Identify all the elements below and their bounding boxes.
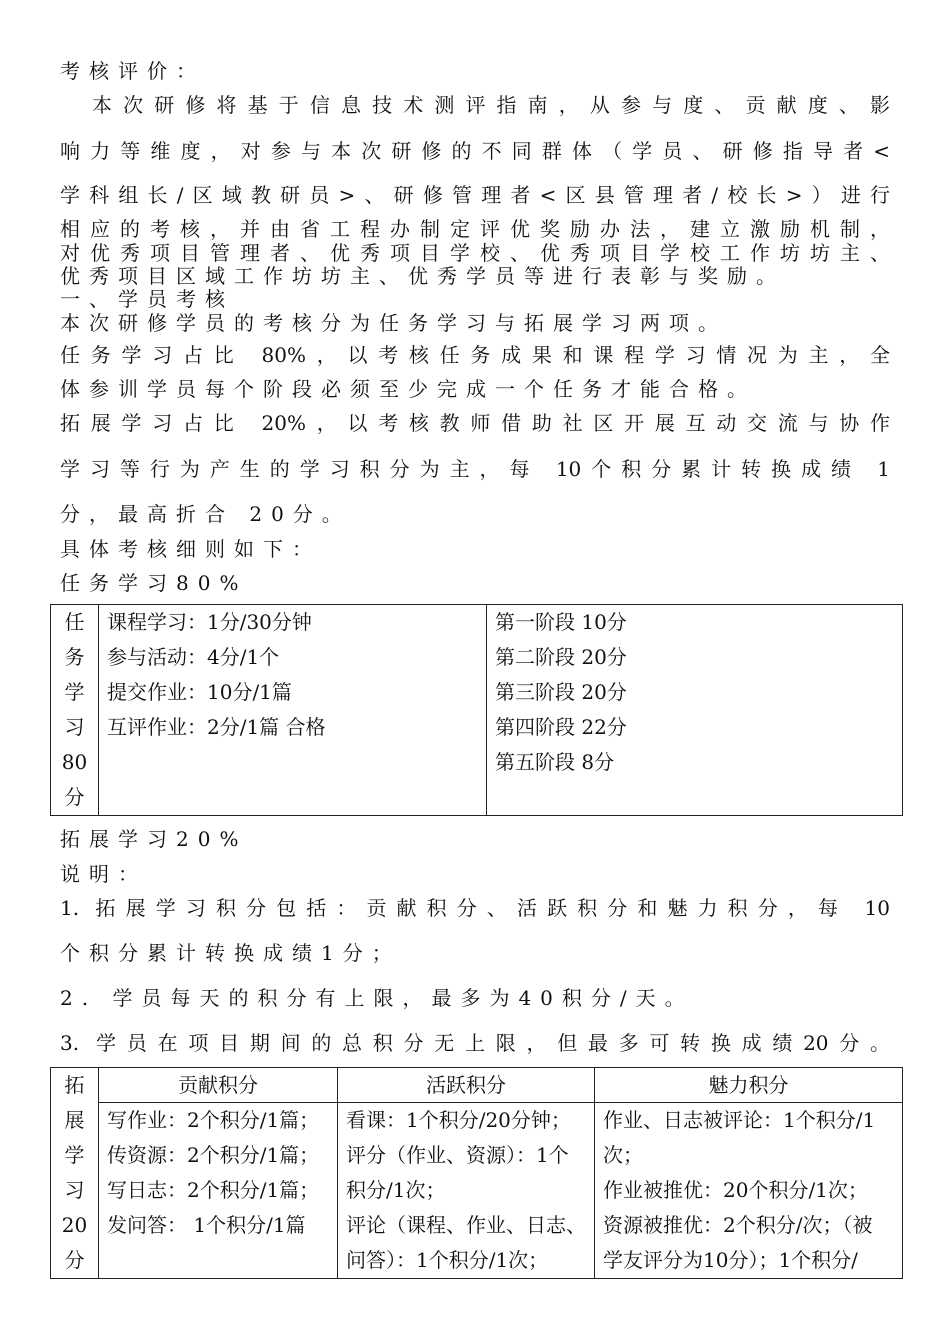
stage-item: 第四阶段 22分: [495, 715, 627, 739]
column-header: 贡献积分: [99, 1068, 338, 1103]
section-heading: 一、学员考核: [60, 287, 234, 311]
contribution-item: 写作业：2个积分/1篇；: [107, 1108, 320, 1132]
intro-line: 对优秀项目管理者、优秀项目学校、优秀项目学校工作坊坊主、: [60, 241, 890, 265]
stage-item: 第三阶段 20分: [495, 680, 627, 704]
activity-item: 评论（课程、作业、日志、: [346, 1213, 586, 1237]
contribution-item: 写日志：2个积分/1篇；: [107, 1178, 320, 1202]
section-line: 分，最高折合 20分。: [60, 502, 351, 526]
task-stages-cell: [487, 605, 903, 816]
charm-item: 资源被推优：2个积分/次；（被: [603, 1213, 873, 1237]
expand-side-label: [51, 1068, 99, 1279]
intro-line: 学科组长/区域教研员>、研修管理者<区县管理者/校长>）进行: [60, 183, 890, 207]
section-line: 具体考核细则如下：: [60, 537, 321, 561]
task-items-cell: [99, 605, 487, 816]
section-line: 本次研修学员的考核分为任务学习与拓展学习两项。: [60, 311, 727, 335]
intro-line: 本次研修将基于信息技术测评指南，从参与度、贡献度、影: [92, 93, 890, 117]
stage-item: 第二阶段 20分: [495, 645, 627, 669]
note-line: 个积分累计转换成绩1分；: [60, 941, 401, 965]
side-label-char: 分: [64, 1248, 85, 1272]
intro-heading: 考核评价：: [60, 59, 205, 83]
column-header: 活跃积分: [338, 1068, 595, 1103]
side-label-char: 分: [64, 785, 85, 809]
intro-line: 优秀项目区域工作坊坊主、优秀学员等进行表彰与奖励。: [60, 264, 785, 288]
task-item: 参与活动：4分/1个: [107, 645, 280, 669]
side-label-char: 务: [64, 645, 85, 669]
task-side-label: [51, 605, 99, 816]
table-header-row: [51, 1068, 903, 1103]
side-label-char: 任: [64, 610, 85, 634]
section-line: 学习等行为产生的学习积分为主，每 10个积分累计转换成绩 1: [60, 457, 890, 481]
stage-item: 第一阶段 10分: [495, 610, 627, 634]
activity-item: 看课：1个积分/20分钟；: [346, 1108, 571, 1132]
side-label-char: 拓: [64, 1073, 85, 1097]
task-item: 互评作业：2分/1篇 合格: [107, 715, 326, 739]
charm-item: 作业被推优：20个积分/1次；: [603, 1178, 868, 1202]
section-line: 拓展学习占比 20%，以考核教师借助社区开展互动交流与协作: [60, 411, 890, 435]
contribution-item: 发问答： 1个积分/1篇: [107, 1213, 306, 1237]
expand-study-table: [50, 1067, 903, 1279]
section-line: 体参训学员每个阶段必须至少完成一个任务才能合格。: [60, 377, 756, 401]
charm-item: 学友评分为10分）；1个积分/: [603, 1248, 858, 1272]
side-label-char: 习: [64, 715, 85, 739]
contribution-cell: [99, 1103, 338, 1279]
side-label-char: 习: [64, 1178, 85, 1202]
side-label-char: 80: [61, 750, 88, 774]
activity-item: 评分（作业、资源）：1个: [346, 1143, 569, 1167]
table-row: [51, 605, 903, 816]
note-line: 3. 学员在项目期间的总积分无上限，但最多可转换成绩20分。: [60, 1031, 890, 1055]
column-header: 魅力积分: [595, 1068, 903, 1103]
intro-line: 相应的考核，并由省工程办制定评优奖励办法，建立激励机制，: [60, 217, 890, 241]
task-table-caption: 任务学习80%: [60, 571, 248, 595]
side-label-char: 学: [64, 1143, 85, 1167]
activity-item: 问答）：1个积分/1次；: [346, 1248, 549, 1272]
task-study-table: [50, 604, 903, 816]
charm-item: 作业、日志被评论：1个积分/1: [603, 1108, 876, 1132]
section-line: 任务学习占比 80%，以考核任务成果和课程学习情况为主，全: [60, 343, 890, 367]
charm-cell: [595, 1103, 903, 1279]
activity-item: 积分/1次；: [346, 1178, 446, 1202]
task-item: 课程学习：1分/30分钟: [107, 610, 312, 634]
table-row: [51, 1103, 903, 1279]
stage-item: 第五阶段 8分: [495, 750, 615, 774]
task-item: 提交作业：10分/1篇: [107, 680, 292, 704]
activity-cell: [338, 1103, 595, 1279]
note-label: 说明：: [60, 862, 147, 886]
intro-line: 响力等维度，对参与本次研修的不同群体（学员、研修指导者<: [60, 139, 890, 163]
charm-item: 次；: [603, 1143, 643, 1167]
expand-heading: 拓展学习20%: [60, 827, 248, 851]
note-line: 1. 拓展学习积分包括：贡献积分、活跃积分和魅力积分，每 10: [60, 896, 890, 920]
side-label-char: 学: [64, 680, 85, 704]
side-label-char: 20: [61, 1213, 88, 1237]
contribution-item: 传资源：2个积分/1篇；: [107, 1143, 320, 1167]
side-label-char: 展: [64, 1108, 85, 1132]
note-line: 2. 学员每天的积分有上限，最多为40积分/天。: [60, 986, 694, 1010]
